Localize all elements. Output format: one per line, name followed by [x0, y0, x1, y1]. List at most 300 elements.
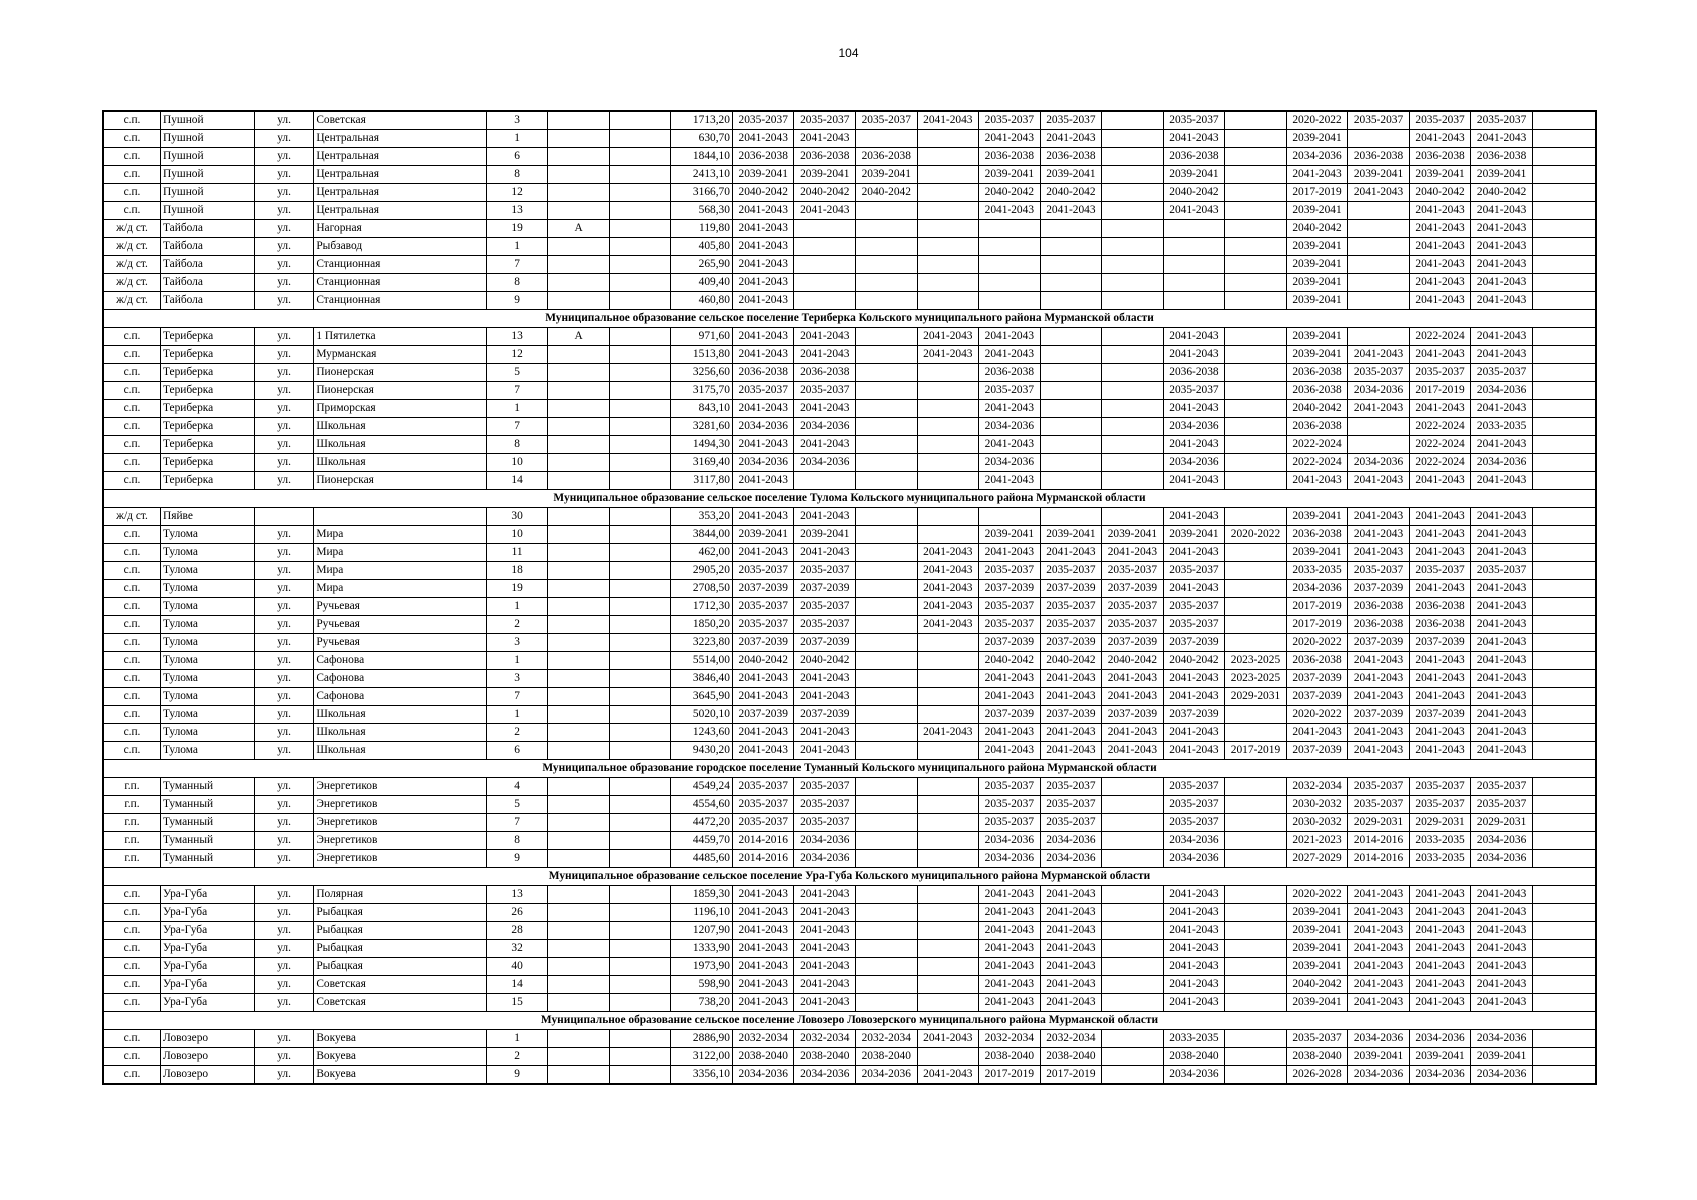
cell-empty: [1532, 454, 1596, 472]
table-row: [103, 886, 1596, 904]
cell-heating: 2035-2037: [979, 796, 1041, 814]
cell-settlement-type: с.п.: [103, 166, 161, 184]
cell-hot-water: [1102, 184, 1164, 202]
cell-empty: [1532, 292, 1596, 310]
cell-foundation: [856, 130, 918, 148]
table-row: [103, 778, 1596, 796]
cell-building-letter: [548, 508, 610, 526]
cell-area: 1844,10: [671, 148, 733, 166]
cell-house-number: 18: [486, 562, 548, 580]
cell-building-extra: [609, 580, 671, 598]
cell-roof: 2041-2043: [732, 238, 794, 256]
cell-sewerage: 2041-2043: [1163, 544, 1225, 562]
cell-empty: [1532, 130, 1596, 148]
cell-area: 353,20: [671, 508, 733, 526]
cell-facade: 2035-2037: [794, 796, 856, 814]
cell-electricity: 2035-2037: [1286, 1030, 1348, 1048]
cell-house-number: 5: [486, 796, 548, 814]
cell-cold-water: 2041-2043: [1040, 904, 1102, 922]
cell-heating: 2041-2043: [979, 940, 1041, 958]
cell-building-extra: [609, 652, 671, 670]
cell-electricity: 2036-2038: [1286, 526, 1348, 544]
cell-roof: 2041-2043: [732, 976, 794, 994]
cell-building-extra: [609, 850, 671, 868]
cell-hot-water: 2041-2043: [1102, 688, 1164, 706]
cell-electricity: 2032-2034: [1286, 778, 1348, 796]
cell-heating: 2041-2043: [979, 724, 1041, 742]
cell-hot-water: [1102, 940, 1164, 958]
cell-house-number: 1: [486, 598, 548, 616]
cell-building-letter: [548, 202, 610, 220]
cell-cold-water: 2034-2036: [1040, 832, 1102, 850]
cell-house-number: 15: [486, 994, 548, 1012]
cell-cold-water: 2041-2043: [1040, 688, 1102, 706]
cell-sewerage: 2035-2037: [1163, 796, 1225, 814]
cell-cold-water: [1040, 274, 1102, 292]
cell-empty: [1532, 814, 1596, 832]
cell-cold-water: 2035-2037: [1040, 598, 1102, 616]
cell-gas: 2023-2025: [1225, 670, 1287, 688]
cell-facade: 2041-2043: [794, 958, 856, 976]
cell-heating: 2035-2037: [979, 562, 1041, 580]
cell-area: 738,20: [671, 994, 733, 1012]
table-row: [103, 742, 1596, 760]
cell-street-type: ул.: [254, 364, 314, 382]
cell-basement: [917, 796, 979, 814]
cell-elevator: [1348, 202, 1410, 220]
cell-electricity: 2040-2042: [1286, 400, 1348, 418]
cell-area: 3223,80: [671, 634, 733, 652]
cell-building-letter: [548, 166, 610, 184]
cell-gas: [1225, 904, 1287, 922]
cell-ventilation: 2041-2043: [1471, 130, 1533, 148]
cell-facade: 2035-2037: [794, 562, 856, 580]
cell-facade: 2041-2043: [794, 202, 856, 220]
cell-gas: [1225, 130, 1287, 148]
cell-area: 630,70: [671, 130, 733, 148]
table-row: [103, 508, 1596, 526]
cell-street-name: Центральная: [314, 202, 487, 220]
cell-settlement-name: Тулома: [161, 706, 255, 724]
cell-sewerage: 2035-2037: [1163, 562, 1225, 580]
cell-ventilation: 2035-2037: [1471, 562, 1533, 580]
cell-fire-safety: 2041-2043: [1409, 256, 1471, 274]
cell-settlement-type: с.п.: [103, 706, 161, 724]
cell-street-type: ул.: [254, 742, 314, 760]
cell-house-number: 9: [486, 850, 548, 868]
cell-basement: [917, 202, 979, 220]
cell-elevator: 2041-2043: [1348, 886, 1410, 904]
cell-street-name: Ручьевая: [314, 598, 487, 616]
cell-area: 3117,80: [671, 472, 733, 490]
cell-sewerage: 2040-2042: [1163, 184, 1225, 202]
cell-heating: 2041-2043: [979, 670, 1041, 688]
table-row: [103, 364, 1596, 382]
cell-building-extra: [609, 904, 671, 922]
cell-facade: 2041-2043: [794, 724, 856, 742]
cell-elevator: 2039-2041: [1348, 1048, 1410, 1066]
cell-foundation: [856, 994, 918, 1012]
cell-house-number: 28: [486, 922, 548, 940]
table-row: [103, 202, 1596, 220]
cell-sewerage: 2041-2043: [1163, 688, 1225, 706]
cell-street-type: ул.: [254, 634, 314, 652]
cell-settlement-name: Ура-Губа: [161, 958, 255, 976]
cell-electricity: 2026-2028: [1286, 1066, 1348, 1085]
cell-electricity: 2036-2038: [1286, 364, 1348, 382]
cell-elevator: 2014-2016: [1348, 850, 1410, 868]
cell-street-name: Рыбацкая: [314, 904, 487, 922]
cell-cold-water: [1040, 292, 1102, 310]
cell-basement: [917, 778, 979, 796]
cell-elevator: [1348, 418, 1410, 436]
cell-fire-safety: 2041-2043: [1409, 220, 1471, 238]
cell-cold-water: [1040, 364, 1102, 382]
cell-electricity: 2039-2041: [1286, 130, 1348, 148]
cell-basement: [917, 850, 979, 868]
cell-roof: 2034-2036: [732, 1066, 794, 1085]
cell-foundation: [856, 400, 918, 418]
cell-elevator: 2037-2039: [1348, 706, 1410, 724]
cell-settlement-type: г.п.: [103, 832, 161, 850]
cell-settlement-name: Тулома: [161, 670, 255, 688]
cell-street-type: ул.: [254, 382, 314, 400]
cell-electricity: 2039-2041: [1286, 238, 1348, 256]
cell-house-number: 1: [486, 130, 548, 148]
cell-gas: [1225, 454, 1287, 472]
cell-foundation: [856, 616, 918, 634]
cell-ventilation: 2041-2043: [1471, 688, 1533, 706]
cell-foundation: [856, 958, 918, 976]
cell-electricity: 2020-2022: [1286, 634, 1348, 652]
cell-building-letter: [548, 994, 610, 1012]
cell-settlement-type: с.п.: [103, 544, 161, 562]
table-row: [103, 436, 1596, 454]
cell-roof: 2037-2039: [732, 580, 794, 598]
cell-area: 9430,20: [671, 742, 733, 760]
cell-gas: [1225, 976, 1287, 994]
cell-area: 2413,10: [671, 166, 733, 184]
cell-roof: 2035-2037: [732, 598, 794, 616]
cell-settlement-name: Териберка: [161, 346, 255, 364]
cell-ventilation: 2041-2043: [1471, 328, 1533, 346]
cell-settlement-type: с.п.: [103, 634, 161, 652]
cell-street-type: ул.: [254, 976, 314, 994]
cell-settlement-type: с.п.: [103, 688, 161, 706]
cell-house-number: 2: [486, 1048, 548, 1066]
cell-house-number: 12: [486, 346, 548, 364]
cell-house-number: 11: [486, 544, 548, 562]
cell-ventilation: 2041-2043: [1471, 292, 1533, 310]
cell-house-number: 7: [486, 688, 548, 706]
cell-sewerage: 2039-2041: [1163, 166, 1225, 184]
cell-building-extra: [609, 418, 671, 436]
cell-building-letter: [548, 382, 610, 400]
cell-settlement-type: ж/д ст.: [103, 508, 161, 526]
cell-settlement-type: с.п.: [103, 328, 161, 346]
cell-roof: 2037-2039: [732, 706, 794, 724]
cell-foundation: [856, 256, 918, 274]
cell-hot-water: 2037-2039: [1102, 706, 1164, 724]
cell-building-letter: [548, 688, 610, 706]
cell-basement: [917, 238, 979, 256]
cell-cold-water: [1040, 238, 1102, 256]
cell-ventilation: 2041-2043: [1471, 958, 1533, 976]
cell-sewerage: 2041-2043: [1163, 436, 1225, 454]
cell-sewerage: 2041-2043: [1163, 670, 1225, 688]
cell-house-number: 32: [486, 940, 548, 958]
cell-building-extra: [609, 238, 671, 256]
table-row: [103, 111, 1596, 130]
cell-street-type: ул.: [254, 850, 314, 868]
cell-building-letter: [548, 400, 610, 418]
cell-settlement-name: Териберка: [161, 364, 255, 382]
cell-area: 4554,60: [671, 796, 733, 814]
cell-settlement-name: Туманный: [161, 832, 255, 850]
cell-sewerage: 2037-2039: [1163, 634, 1225, 652]
cell-street-type: ул.: [254, 166, 314, 184]
table-row: [103, 580, 1596, 598]
cell-roof: 2041-2043: [732, 742, 794, 760]
cell-settlement-name: Пушной: [161, 184, 255, 202]
cell-foundation: [856, 472, 918, 490]
cell-roof: 2035-2037: [732, 382, 794, 400]
cell-cold-water: 2035-2037: [1040, 562, 1102, 580]
cell-house-number: 7: [486, 814, 548, 832]
cell-roof: 2041-2043: [732, 346, 794, 364]
cell-street-type: ул.: [254, 652, 314, 670]
cell-facade: 2041-2043: [794, 994, 856, 1012]
cell-facade: 2041-2043: [794, 688, 856, 706]
cell-hot-water: [1102, 1066, 1164, 1085]
cell-cold-water: [1040, 256, 1102, 274]
cell-gas: [1225, 274, 1287, 292]
cell-roof: 2040-2042: [732, 184, 794, 202]
cell-sewerage: 2041-2043: [1163, 400, 1225, 418]
cell-elevator: 2041-2043: [1348, 688, 1410, 706]
cell-area: 462,00: [671, 544, 733, 562]
cell-cold-water: 2041-2043: [1040, 130, 1102, 148]
cell-street-name: Вокуева: [314, 1030, 487, 1048]
cell-street-name: [314, 508, 487, 526]
cell-hot-water: [1102, 418, 1164, 436]
cell-fire-safety: 2041-2043: [1409, 922, 1471, 940]
cell-elevator: 2014-2016: [1348, 832, 1410, 850]
cell-empty: [1532, 184, 1596, 202]
cell-ventilation: 2041-2043: [1471, 742, 1533, 760]
cell-foundation: 2036-2038: [856, 148, 918, 166]
cell-empty: [1532, 1048, 1596, 1066]
cell-electricity: 2034-2036: [1286, 148, 1348, 166]
cell-gas: [1225, 724, 1287, 742]
cell-ventilation: 2041-2043: [1471, 472, 1533, 490]
cell-house-number: 3: [486, 111, 548, 130]
cell-cold-water: 2037-2039: [1040, 706, 1102, 724]
cell-electricity: 2041-2043: [1286, 166, 1348, 184]
cell-roof: 2035-2037: [732, 796, 794, 814]
cell-fire-safety: 2040-2042: [1409, 184, 1471, 202]
cell-building-letter: [548, 184, 610, 202]
cell-settlement-type: г.п.: [103, 796, 161, 814]
cell-building-letter: [548, 454, 610, 472]
table-row: [103, 220, 1596, 238]
cell-elevator: 2041-2043: [1348, 670, 1410, 688]
cell-cold-water: [1040, 436, 1102, 454]
cell-sewerage: 2036-2038: [1163, 148, 1225, 166]
page-number: 104: [838, 46, 859, 60]
cell-basement: [917, 220, 979, 238]
cell-elevator: 2035-2037: [1348, 796, 1410, 814]
cell-settlement-type: с.п.: [103, 886, 161, 904]
cell-gas: [1225, 256, 1287, 274]
cell-settlement-name: Ура-Губа: [161, 922, 255, 940]
cell-facade: 2035-2037: [794, 382, 856, 400]
cell-foundation: 2034-2036: [856, 1066, 918, 1085]
cell-basement: [917, 904, 979, 922]
cell-fire-safety: 2041-2043: [1409, 202, 1471, 220]
cell-ventilation: 2034-2036: [1471, 1066, 1533, 1085]
cell-empty: [1532, 1030, 1596, 1048]
cell-fire-safety: 2035-2037: [1409, 562, 1471, 580]
cell-foundation: [856, 850, 918, 868]
cell-heating: 2037-2039: [979, 634, 1041, 652]
cell-empty: [1532, 508, 1596, 526]
cell-heating: 2037-2039: [979, 706, 1041, 724]
cell-basement: [917, 130, 979, 148]
cell-cold-water: [1040, 328, 1102, 346]
cell-fire-safety: 2041-2043: [1409, 526, 1471, 544]
cell-roof: 2035-2037: [732, 616, 794, 634]
cell-cold-water: 2037-2039: [1040, 580, 1102, 598]
cell-settlement-name: Тайбола: [161, 274, 255, 292]
cell-building-letter: [548, 580, 610, 598]
cell-sewerage: 2035-2037: [1163, 598, 1225, 616]
cell-house-number: 19: [486, 580, 548, 598]
table-row: [103, 1066, 1596, 1085]
cell-hot-water: [1102, 1048, 1164, 1066]
cell-street-type: ул.: [254, 130, 314, 148]
cell-building-letter: [548, 364, 610, 382]
table-row: [103, 652, 1596, 670]
cell-cold-water: 2041-2043: [1040, 742, 1102, 760]
table-row: [103, 130, 1596, 148]
cell-building-extra: [609, 256, 671, 274]
cell-electricity: 2036-2038: [1286, 382, 1348, 400]
cell-heating: 2040-2042: [979, 184, 1041, 202]
table-row: [103, 940, 1596, 958]
cell-foundation: [856, 418, 918, 436]
cell-settlement-name: Ловозеро: [161, 1066, 255, 1085]
cell-electricity: 2017-2019: [1286, 616, 1348, 634]
cell-cold-water: 2039-2041: [1040, 526, 1102, 544]
cell-foundation: [856, 202, 918, 220]
cell-elevator: 2035-2037: [1348, 111, 1410, 130]
cell-heating: 2041-2043: [979, 922, 1041, 940]
cell-heating: 2034-2036: [979, 418, 1041, 436]
cell-street-name: Нагорная: [314, 220, 487, 238]
cell-sewerage: 2041-2043: [1163, 724, 1225, 742]
cell-street-name: Станционная: [314, 274, 487, 292]
cell-foundation: 2038-2040: [856, 1048, 918, 1066]
cell-settlement-name: Туманный: [161, 778, 255, 796]
cell-building-extra: [609, 292, 671, 310]
cell-building-extra: [609, 940, 671, 958]
cell-fire-safety: 2036-2038: [1409, 598, 1471, 616]
cell-street-name: Центральная: [314, 184, 487, 202]
cell-roof: 2041-2043: [732, 436, 794, 454]
cell-fire-safety: 2039-2041: [1409, 1048, 1471, 1066]
cell-electricity: 2039-2041: [1286, 994, 1348, 1012]
cell-foundation: 2039-2041: [856, 166, 918, 184]
cell-electricity: 2020-2022: [1286, 886, 1348, 904]
cell-building-extra: [609, 1066, 671, 1085]
cell-area: 3256,60: [671, 364, 733, 382]
cell-hot-water: 2035-2037: [1102, 616, 1164, 634]
cell-fire-safety: 2022-2024: [1409, 454, 1471, 472]
cell-settlement-type: с.п.: [103, 670, 161, 688]
cell-area: 3281,60: [671, 418, 733, 436]
cell-heating: 2041-2043: [979, 904, 1041, 922]
cell-hot-water: [1102, 904, 1164, 922]
cell-basement: [917, 274, 979, 292]
cell-settlement-type: с.п.: [103, 202, 161, 220]
cell-ventilation: 2041-2043: [1471, 274, 1533, 292]
cell-electricity: 2037-2039: [1286, 688, 1348, 706]
cell-building-extra: [609, 616, 671, 634]
cell-settlement-type: с.п.: [103, 904, 161, 922]
cell-area: 1494,30: [671, 436, 733, 454]
cell-street-type: ул.: [254, 562, 314, 580]
cell-cold-water: [1040, 346, 1102, 364]
cell-settlement-type: ж/д ст.: [103, 256, 161, 274]
cell-street-name: Рыбацкая: [314, 922, 487, 940]
cell-fire-safety: 2041-2043: [1409, 742, 1471, 760]
cell-hot-water: [1102, 832, 1164, 850]
cell-hot-water: [1102, 436, 1164, 454]
cell-gas: [1225, 598, 1287, 616]
cell-ventilation: 2041-2043: [1471, 436, 1533, 454]
cell-area: 843,10: [671, 400, 733, 418]
cell-settlement-type: с.п.: [103, 364, 161, 382]
cell-settlement-type: с.п.: [103, 652, 161, 670]
cell-settlement-type: с.п.: [103, 418, 161, 436]
cell-building-letter: [548, 544, 610, 562]
cell-facade: 2041-2043: [794, 670, 856, 688]
cell-street-name: Энергетиков: [314, 850, 487, 868]
cell-roof: 2041-2043: [732, 220, 794, 238]
section-heading: Муниципальное образование городское поселение Туманный Кольского муниципального района Мурманской области: [103, 760, 1596, 778]
cell-fire-safety: 2041-2043: [1409, 940, 1471, 958]
cell-electricity: 2017-2019: [1286, 598, 1348, 616]
cell-street-name: Ручьевая: [314, 634, 487, 652]
cell-facade: 2037-2039: [794, 706, 856, 724]
cell-fire-safety: 2041-2043: [1409, 976, 1471, 994]
cell-empty: [1532, 328, 1596, 346]
cell-sewerage: 2035-2037: [1163, 382, 1225, 400]
cell-facade: 2035-2037: [794, 598, 856, 616]
cell-settlement-name: Тулома: [161, 562, 255, 580]
cell-street-type: ул.: [254, 454, 314, 472]
cell-elevator: 2029-2031: [1348, 814, 1410, 832]
cell-fire-safety: 2033-2035: [1409, 850, 1471, 868]
cell-electricity: 2039-2041: [1286, 508, 1348, 526]
cell-settlement-type: с.п.: [103, 940, 161, 958]
cell-sewerage: 2040-2042: [1163, 652, 1225, 670]
cell-settlement-type: с.п.: [103, 184, 161, 202]
cell-hot-water: [1102, 130, 1164, 148]
cell-fire-safety: 2041-2043: [1409, 238, 1471, 256]
cell-street-name: Мурманская: [314, 346, 487, 364]
